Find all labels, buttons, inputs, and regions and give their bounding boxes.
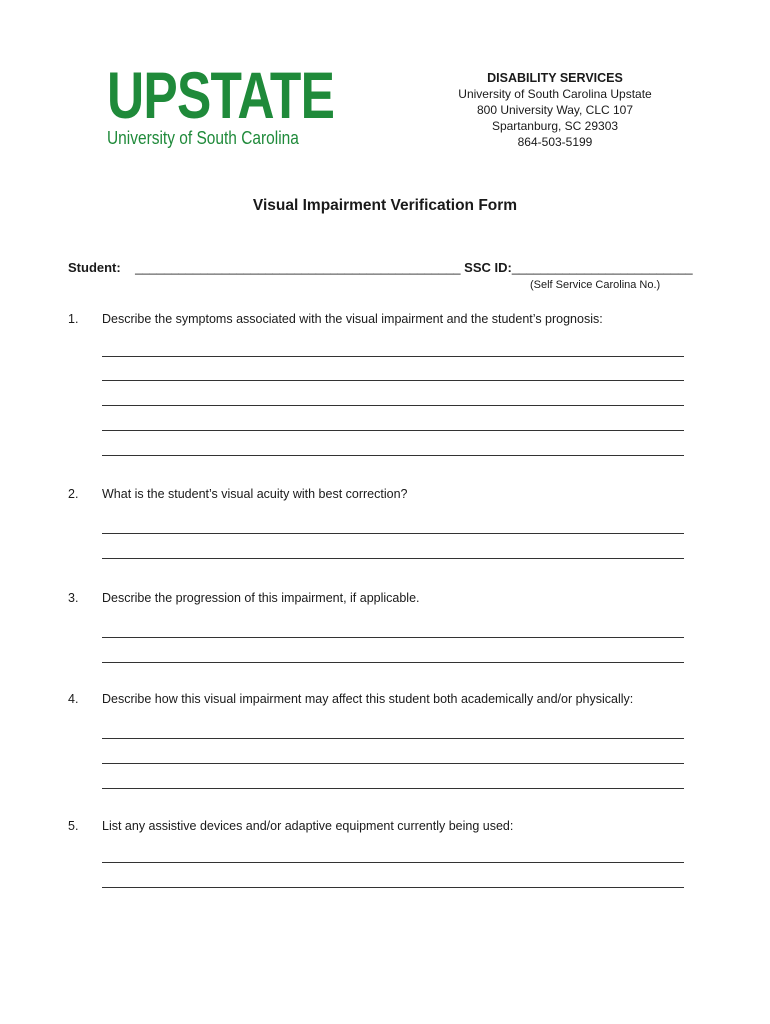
question-number: 3.	[68, 591, 79, 605]
answer-line[interactable]	[102, 788, 684, 789]
answer-line[interactable]	[102, 558, 684, 559]
answer-line[interactable]	[102, 637, 684, 638]
student-label: Student:	[68, 260, 121, 275]
answer-line[interactable]	[102, 862, 684, 863]
ssc-id-label: SSC ID:	[464, 260, 512, 275]
question-number: 2.	[68, 487, 79, 501]
question-4	[68, 692, 633, 706]
office-address-block	[440, 70, 670, 150]
form-title: Visual Impairment Verification Form	[252, 197, 518, 214]
question-text: Describe how this visual impairment may affect this student both academically and/or physically:	[102, 692, 634, 706]
address-line: University of South Carolina Upstate	[458, 87, 652, 101]
answer-line[interactable]	[102, 533, 684, 534]
question-number: 5.	[68, 819, 79, 833]
department-name: DISABILITY SERVICES	[487, 71, 623, 85]
student-id-row	[68, 260, 693, 275]
question-text: What is the student’s visual acuity with best correction?	[102, 487, 408, 501]
phone-number: 864-503-5199	[517, 135, 593, 149]
answer-line[interactable]	[102, 356, 684, 357]
answer-line[interactable]	[102, 455, 684, 456]
ssc-id-field[interactable]: _________________________	[511, 260, 693, 275]
ssc-id-note: (Self Service Carolina No.)	[530, 279, 661, 291]
question-number: 4.	[68, 692, 79, 706]
answer-line[interactable]	[102, 887, 684, 888]
question-3	[68, 591, 420, 605]
question-text: List any assistive devices and/or adaptive equipment currently being used:	[102, 819, 514, 833]
answer-line[interactable]	[102, 380, 684, 381]
upstate-logo	[107, 58, 335, 148]
address-line: 800 University Way, CLC 107	[476, 103, 634, 117]
question-2	[68, 487, 407, 501]
question-text: Describe the progression of this impairment, if applicable.	[102, 591, 420, 605]
question-1	[68, 312, 603, 326]
question-5	[68, 819, 513, 833]
question-text: Describe the symptoms associated with the visual impairment and the student’s prognosis:	[102, 312, 603, 326]
answer-line[interactable]	[102, 430, 684, 431]
answer-line[interactable]	[102, 738, 684, 739]
student-name-field[interactable]: _____________________________________________	[124, 260, 461, 275]
answer-line[interactable]	[102, 763, 684, 764]
logo-wordmark: UPSTATE	[107, 58, 335, 132]
logo-subtitle: University of South Carolina	[107, 128, 299, 148]
address-line: Spartanburg, SC 29303	[491, 119, 619, 133]
answer-line[interactable]	[102, 405, 684, 406]
answer-line[interactable]	[102, 662, 684, 663]
question-number: 1.	[68, 312, 79, 326]
